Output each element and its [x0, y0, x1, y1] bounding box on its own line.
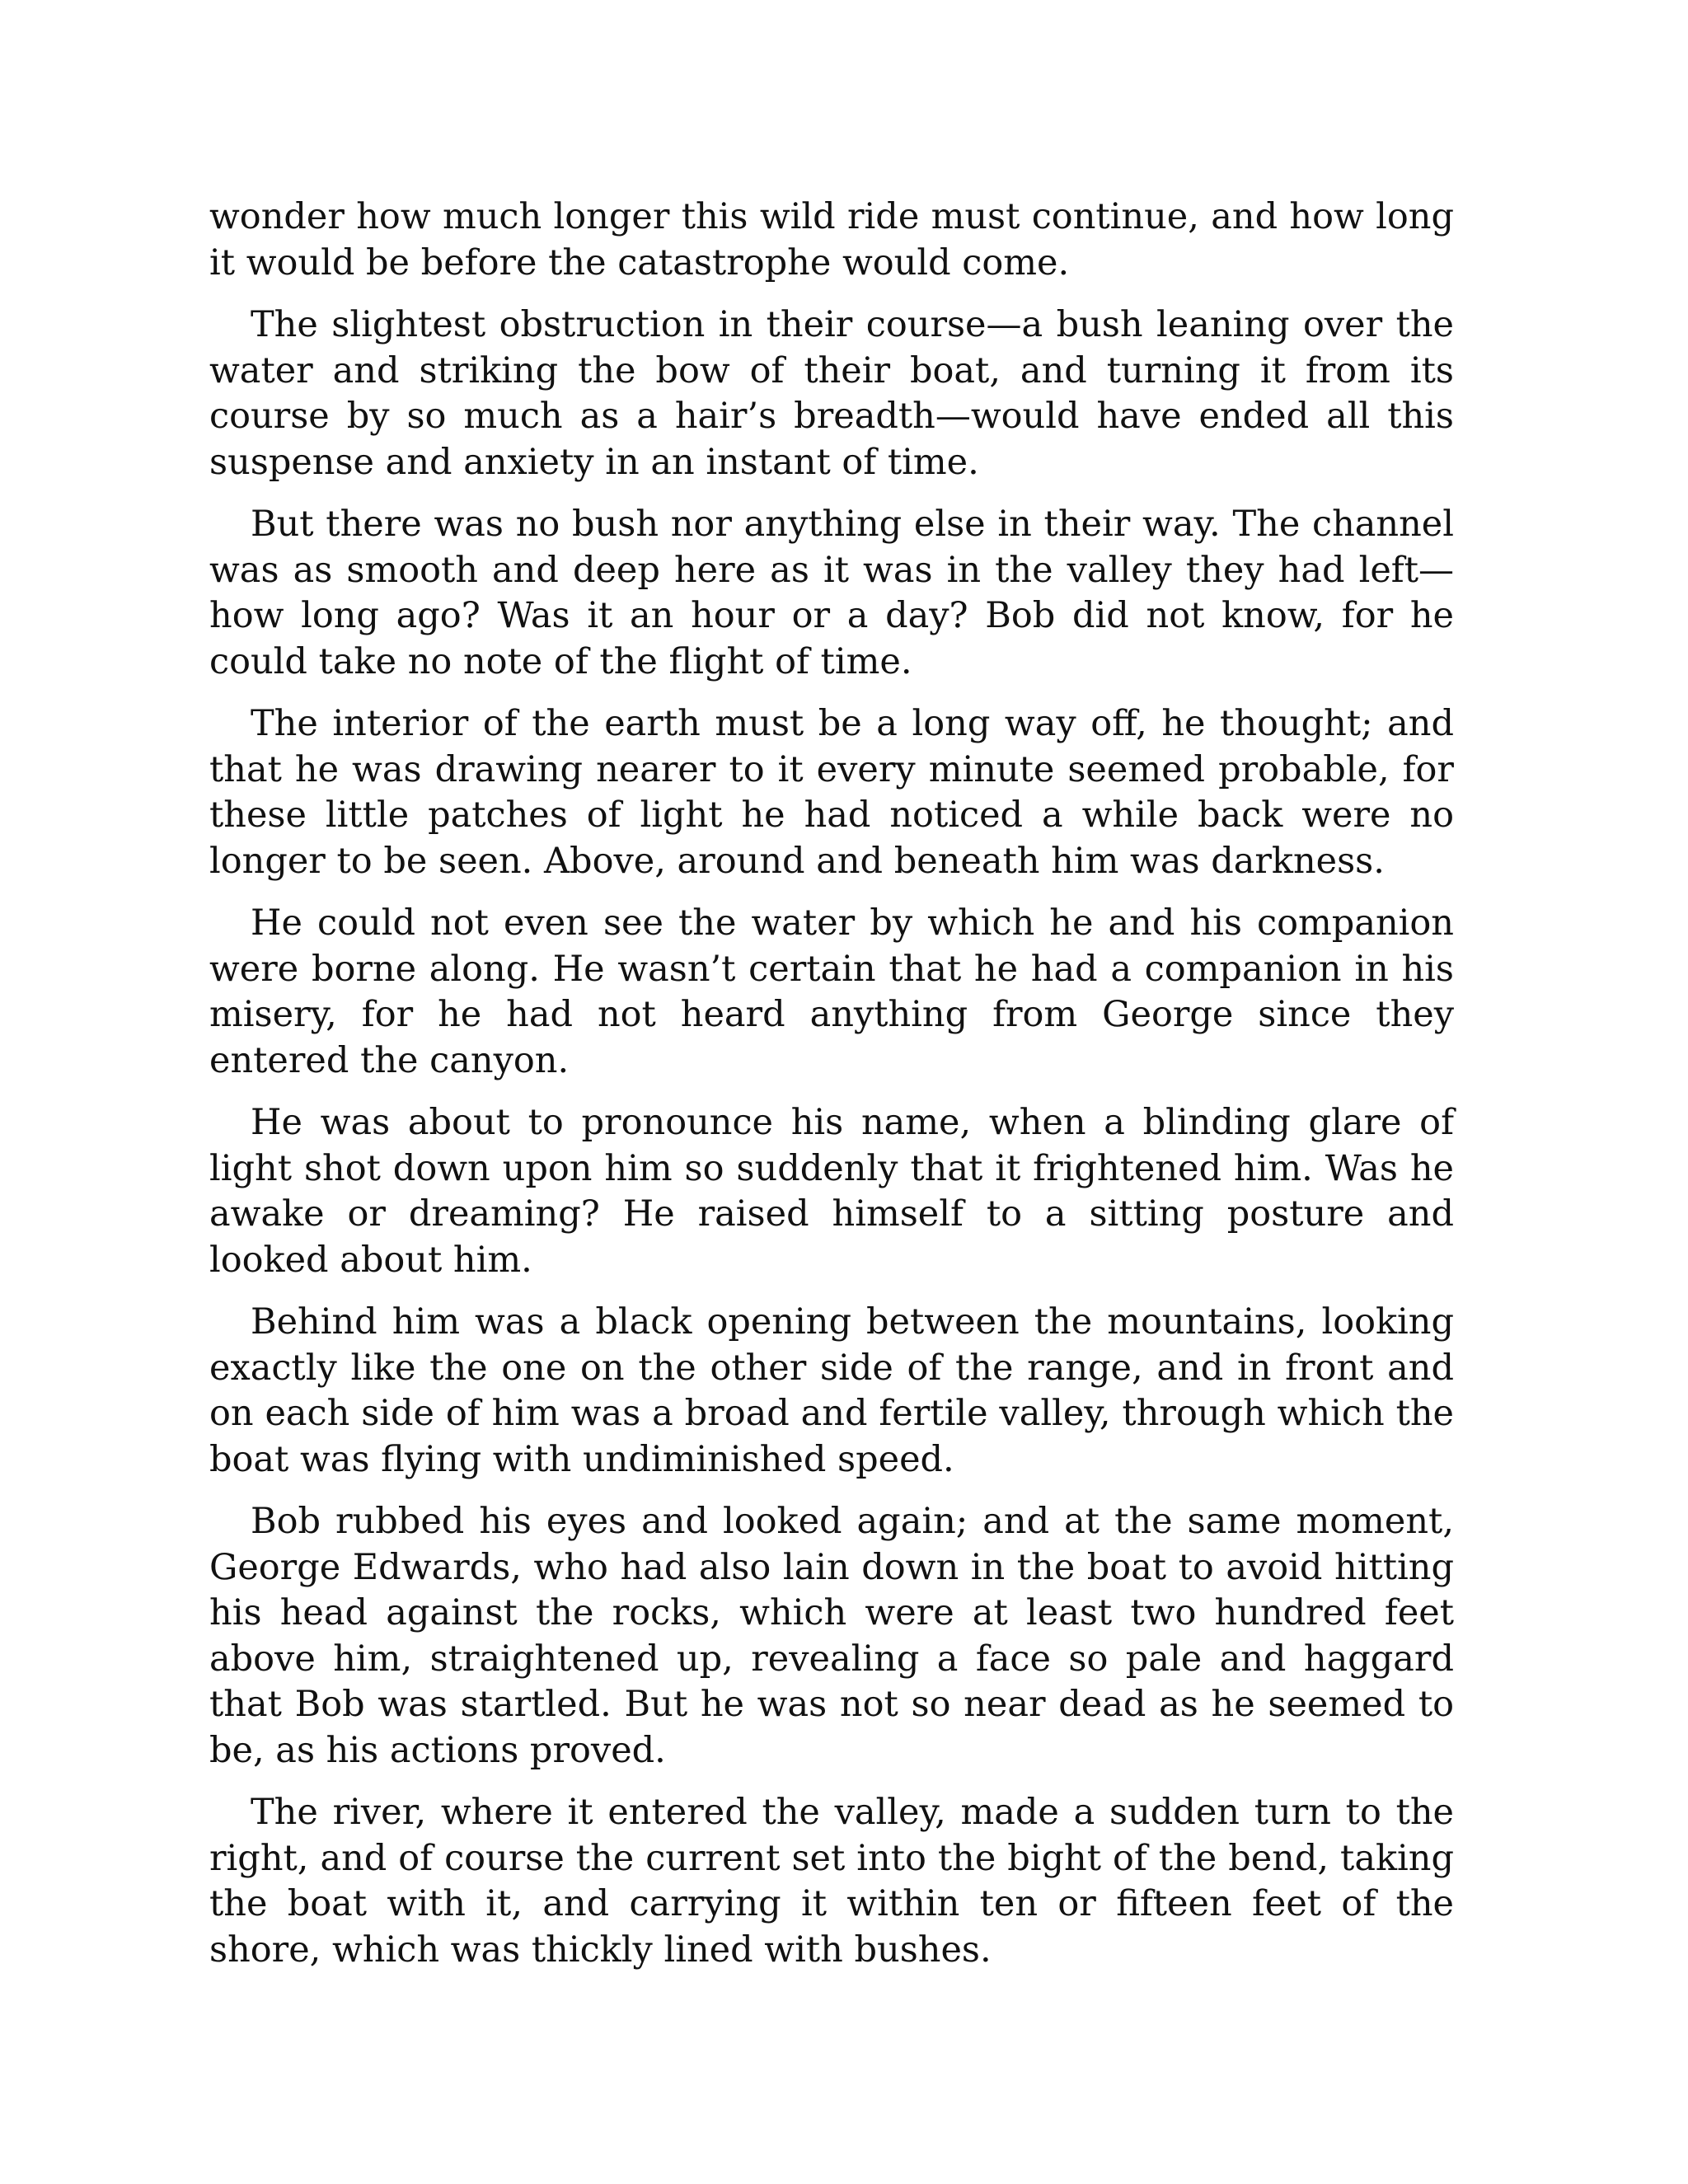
paragraph-1: wonder how much longer this wild ride must continue, and how long it would be before the catastrophe would come. [209, 196, 1454, 284]
paragraph-6: He was about to pronounce his name, when a blinding glare of light shot down upon him so suddenly that it frightened him. Was he awake or dreaming? He raised himself to a sitting posture and looked about him. [209, 1102, 1454, 1281]
paragraph-7: Behind him was a black opening between the mountains, looking exactly like the one on the other side of the range, and in front and on each side of him was a broad and fertile valley, through which the boat was flying with undiminished speed. [209, 1301, 1454, 1480]
paragraph-3: But there was no bush nor anything else in their way. The channel was as smooth and deep here as it was in the valley they had left—how long ago? Was it an hour or a day? Bob did not know, for he could take no note of the flight of time. [209, 504, 1454, 682]
page-body [209, 194, 1454, 1990]
paragraph-9: The river, where it entered the valley, made a sudden turn to the right, and of course the current set into the bight of the bend, taking the boat with it, and carrying it within ten or fifteen feet of the shore, which was thickly lined with bushes. [209, 1792, 1454, 1971]
paragraph-4: The interior of the earth must be a long way off, he thought; and that he was drawing nearer to it every minute seemed probable, for these little patches of light he had noticed a while back were no longer to be seen. Above, around and beneath him was darkness. [209, 703, 1454, 882]
paragraph-8: Bob rubbed his eyes and looked again; and at the same moment, George Edwards, who had also lain down in the boat to avoid hitting his head against the rocks, which were at least two hundred feet above him, straightened up, revealing a face so pale and haggard that Bob was startled. But he was not so near dead as he seemed to be, as his actions proved. [209, 1501, 1454, 1771]
paragraph-2: The slightest obstruction in their course—a bush leaning over the water and striking the bow of their boat, and turning it from its course by so much as a hair’s breadth—would have ended all this suspense and anxiety in an instant of time. [209, 304, 1454, 483]
paragraph-5: He could not even see the water by which he and his companion were borne along. He wasn’t certain that he had a companion in his misery, for he had not heard anything from George since they entered the canyon. [209, 902, 1454, 1081]
